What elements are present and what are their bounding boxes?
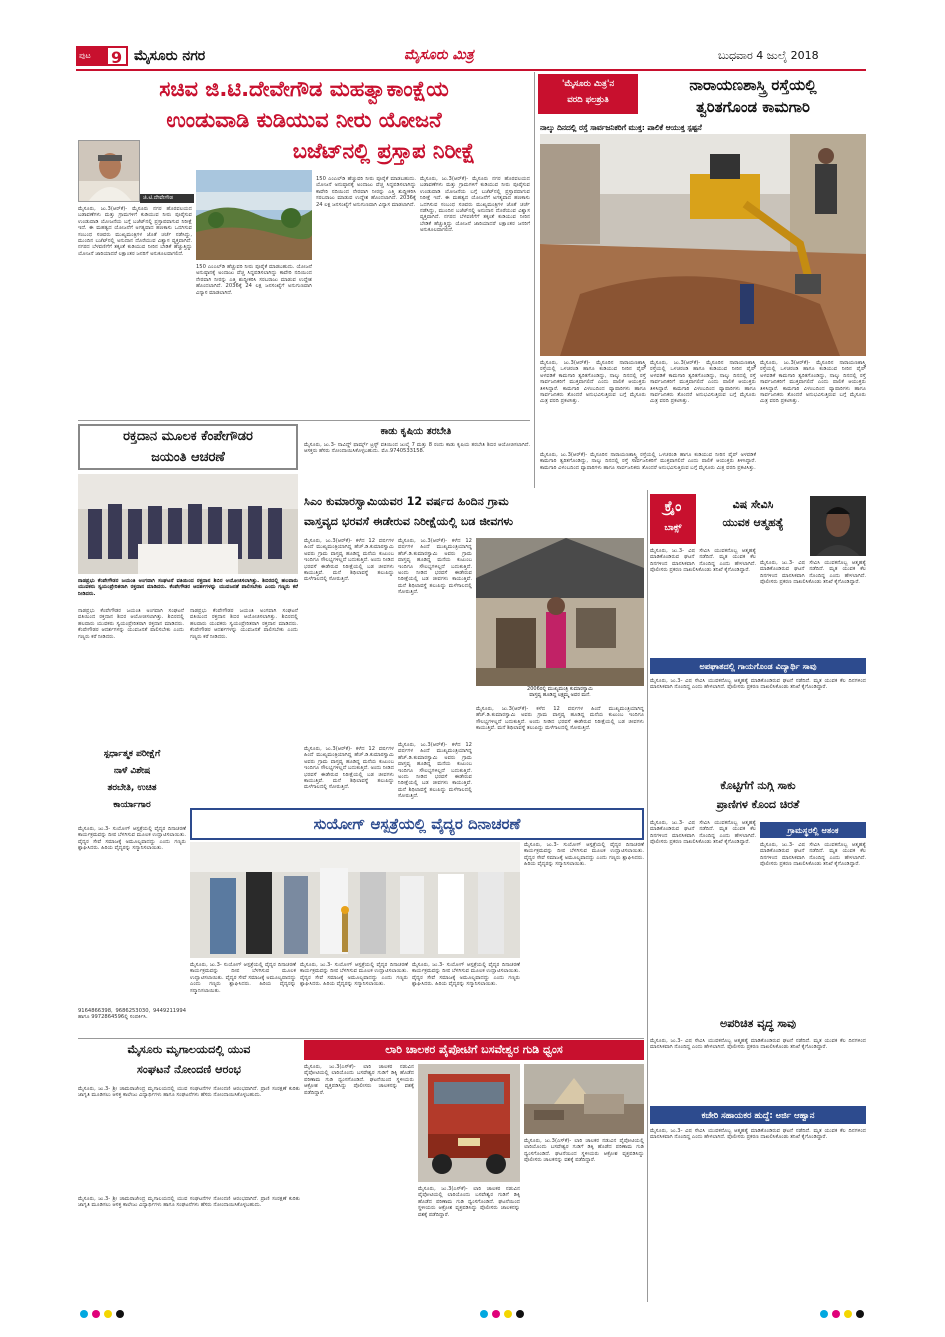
village-photo-caption-line1: 2006ರಲ್ಲಿ ಮುಖ್ಯಮಂತ್ರಿ ಕುಮಾರಸ್ವಾಮಿ	[527, 686, 593, 692]
story1-col3: 150 ಎಂಎಲ್‌ಡಿ ಹೆಚ್ಚುವರಿ ನೀರು ಪೂರೈಕೆ ಮಾಡಬಹುದು. ಯೋಜನೆ ಅನುಷ್ಠಾನಕ್ಕೆ ಅಂದಾಜು ವೆಚ್ಚ ಸಿದ್ಧಪಡಿಸಲಾಗಿದ್ದು ಕಾವೇರಿ ನದಿಯಿಂದ ನೇರವಾಗಿ ನೀರನ್ನು ಎತ್ತಿ ಶುದ್ಧೀಕರಿಸಿ ಸರಬರಾಜು ಮಾಡುವ ಉದ್ದೇಶ ಹೊಂದಲಾಗಿದೆ. 2036ಕ್ಕೆ 24 ಲಕ್ಷ ಜನಸಂಖ್ಯೆಗೆ ಅನುಗುಣವಾಗಿ ವಿನ್ಯಾಸ ಮಾಡಲಾಗಿದೆ.	[316, 176, 416, 208]
story6-headline-line4: ಕಾರ್ಯಾಗಾರ	[113, 800, 151, 810]
story5-col2: ಮೈಸೂರು, ಜು.3(ಆರ್‌ಕೆ)- ಕಳೆದ 12 ವರ್ಷಗಳ ಹಿಂದೆ ಮುಖ್ಯಮಂತ್ರಿಯಾಗಿದ್ದ ಹೆಚ್.ಡಿ.ಕುಮಾರಸ್ವಾಮಿ ಅವರು ಗ್ರಾಮ ವಾಸ್ತವ್ಯ ಹೂಡಿದ್ದ ಮನೆಯ ಕುಟುಂಬ ಇಂದಿಗೂ ಸೌಲಭ್ಯಗಳಿಲ್ಲದೆ ಬದುಕುತ್ತಿದೆ. ಅಂದು ನೀಡಿದ ಭರವಸೆ ಈಡೇರುವ ನಿರೀಕ್ಷೆಯಲ್ಲಿ ಬಡ ಜೀವಗಳು ಕಾಯುತ್ತಿವೆ. ಮನೆ ಶಿಥಿಲಾವಸ್ಥೆ ತಲುಪಿದ್ದು ಮಳೆಗಾಲದಲ್ಲಿ ಸೋರುತ್ತಿದೆ.	[398, 538, 472, 596]
blood-donation-photo	[78, 474, 298, 574]
crime-sub5: ಕಚೇರಿ ಸಹಾಯಕರ ಹುದ್ದೆ: ಅರ್ಜಿ ಆಹ್ವಾನ	[701, 1110, 815, 1120]
story1-headline-line2: ಉಂಡುವಾಡಿ ಕುಡಿಯುವ ನೀರು ಯೋಜನೆ	[166, 108, 442, 132]
reg-dot-yellow-right	[844, 1310, 852, 1318]
story3-col2: ನಾಡಪ್ರಭು ಕೆಂಪೇಗೌಡರ ಜಯಂತಿ ಅಂಗವಾಗಿ ಸಂಘಟನೆ ವತಿಯಿಂದ ರಕ್ತದಾನ ಶಿಬಿರ ಆಯೋಜಿಸಲಾಗಿತ್ತು. ಶಿಬಿರದಲ್ಲಿ ಹಲವಾರು ಯುವಕರು ಸ್ವಯಂಪ್ರೇರಿತರಾಗಿ ರಕ್ತದಾನ ಮಾಡಿದರು. ಕೆಂಪೇಗೌಡರ ಆದರ್ಶಗಳನ್ನು ಯುವಜನತೆ ಪಾಲಿಸಬೇಕು ಎಂದು ಗಣ್ಯರು ಕರೆ ನೀಡಿದರು.	[190, 608, 298, 640]
story8-headline-line1: ಮೈಸೂರು ಮೃಗಾಲಯದಲ್ಲಿ ಯುವ	[127, 1043, 251, 1056]
crime-headline-line2: ಯುವಕ ಆತ್ಮಹತ್ಯೆ	[722, 516, 784, 529]
story4-headline: ಕಾಡು ಕೃಷಿಯ ತರಬೇತಿ	[380, 426, 452, 437]
story7-col2: ಮೈಸೂರು, ಜು.3- ಸುಯೋಗ್ ಆಸ್ಪತ್ರೆಯಲ್ಲಿ ವೈದ್ಯರ ದಿನಾಚರಣೆ ಕಾರ್ಯಕ್ರಮವನ್ನು ದೀಪ ಬೆಳಗಿಸುವ ಮೂಲಕ ಉದ್ಘಾಟಿಸಲಾಯಿತು. ವೈದ್ಯರ ಸೇವೆ ಸಮಾಜಕ್ಕೆ ಅಮೂಲ್ಯವಾದದ್ದು ಎಂದು ಗಣ್ಯರು ಶ್ಲಾಘಿಸಿದರು. ಹಿರಿಯ ವೈದ್ಯರನ್ನು ಸನ್ಮಾನಿಸಲಾಯಿತು.	[300, 962, 408, 988]
vertical-rule-right	[647, 490, 648, 1302]
story5-col3: ಮೈಸೂರು, ಜು.3(ಆರ್‌ಕೆ)- ಕಳೆದ 12 ವರ್ಷಗಳ ಹಿಂದೆ ಮುಖ್ಯಮಂತ್ರಿಯಾಗಿದ್ದ ಹೆಚ್.ಡಿ.ಕುಮಾರಸ್ವಾಮಿ ಅವರು ಗ್ರಾಮ ವಾಸ್ತವ್ಯ ಹೂಡಿದ್ದ ಮನೆಯ ಕುಟುಂಬ ಇಂದಿಗೂ ಸೌಲಭ್ಯಗಳಿಲ್ಲದೆ ಬದುಕುತ್ತಿದೆ. ಅಂದು ನೀಡಿದ ಭರವಸೆ ಈಡೇರುವ ನಿರೀಕ್ಷೆಯಲ್ಲಿ ಬಡ ಜೀವಗಳು ಕಾಯುತ್ತಿವೆ. ಮನೆ ಶಿಥಿಲಾವಸ್ಥೆ ತಲುಪಿದ್ದು ಮಳೆಗಾಲದಲ್ಲಿ ಸೋರುತ್ತಿದೆ.	[476, 706, 644, 732]
crime-body1b: ಮೈಸೂರು, ಜು.3- ವಿಷ ಸೇವಿಸಿ ಯುವಕನೊಬ್ಬ ಆತ್ಮಹತ್ಯೆ ಮಾಡಿಕೊಂಡಿರುವ ಘಟನೆ ನಡೆದಿದೆ. ಮೃತ ಯುವಕ ಕೆಲ ದಿನಗಳಿಂದ ಮಾನಸಿಕವಾಗಿ ನೊಂದಿದ್ದ ಎಂದು ಹೇಳಲಾಗಿದೆ. ಪೊಲೀಸರು ಪ್ರಕರಣ ದಾಖಲಿಸಿಕೊಂಡು ತನಿಖೆ ಕೈಗೊಂಡಿದ್ದಾರೆ.	[760, 560, 866, 586]
story1-col2: 150 ಎಂಎಲ್‌ಡಿ ಹೆಚ್ಚುವರಿ ನೀರು ಪೂರೈಕೆ ಮಾಡಬಹುದು. ಯೋಜನೆ ಅನುಷ್ಠಾನಕ್ಕೆ ಅಂದಾಜು ವೆಚ್ಚ ಸಿದ್ಧಪಡಿಸಲಾಗಿದ್ದು ಕಾವೇರಿ ನದಿಯಿಂದ ನೇರವಾಗಿ ನೀರನ್ನು ಎತ್ತಿ ಶುದ್ಧೀಕರಿಸಿ ಸರಬರಾಜು ಮಾಡುವ ಉದ್ದೇಶ ಹೊಂದಲಾಗಿದೆ. 2036ಕ್ಕೆ 24 ಲಕ್ಷ ಜನಸಂಖ್ಯೆಗೆ ಅನುಗುಣವಾಗಿ ವಿನ್ಯಾಸ ಮಾಡಲಾಗಿದೆ.	[196, 264, 312, 296]
reg-dot-black-left	[116, 1310, 124, 1318]
story5-headline-line1: ಸಿಎಂ ಕುಮಾರಸ್ವಾಮಿಯವರ 12 ವರ್ಷದ ಹಿಂದಿನ ಗ್ರಾಮ	[304, 495, 509, 508]
crime-headline	[700, 496, 806, 536]
crime-badge-line1: ಕ್ರೈಂ	[664, 499, 682, 515]
story2-kicker-line1: 'ಮೈಸೂರು ಮಿತ್ರ'ನ	[561, 79, 615, 89]
story2-kicker-box	[538, 74, 638, 114]
story2-col3: ಮೈಸೂರು, ಜು.3(ಆರ್‌ಕೆ)- ಮೈಸೂರಿನ ನಾರಾಯಣಶಾಸ್ತ್ರಿ ರಸ್ತೆಯಲ್ಲಿ ಒಳಚರಂಡಿ ಹಾಗೂ ಕುಡಿಯುವ ನೀರಿನ ಪೈಪ್ ಅಳವಡಿಕೆ ಕಾಮಗಾರಿ ತ್ವರಿತಗೊಂಡಿದ್ದು, ನಾಲ್ಕು ದಿನದಲ್ಲಿ ರಸ್ತೆ ಸಾರ್ವಜನಿಕರಿಗೆ ಮುಕ್ತವಾಗಲಿದೆ ಎಂದು ಪಾಲಿಕೆ ಆಯುಕ್ತರು ತಿಳಿಸಿದ್ದಾರೆ. ಕಾಮಗಾರಿ ವಿಳಂಬದಿಂದ ವ್ಯಾಪಾರಿಗಳು ಹಾಗೂ ಸಾರ್ವಜನಿಕರು ತೊಂದರೆ ಅನುಭವಿಸುತ್ತಿರುವ ಬಗ್ಗೆ ಮೈಸೂರು ಮಿತ್ರ ವರದಿ ಪ್ರಕಟಿಸಿತ್ತು.	[760, 360, 866, 405]
story8-body1: ಮೈಸೂರು, ಜು.3- ಶ್ರೀ ಚಾಮರಾಜೇಂದ್ರ ಮೃಗಾಲಯದಲ್ಲಿ ಯುವ ಸಂಘಟನೆಗಳ ನೋಂದಣಿ ಆರಂಭವಾಗಿದೆ. ಪ್ರಾಣಿ ಸಂರಕ್ಷಣೆ ಕುರಿತು ಜಾಗೃತಿ ಮೂಡಿಸಲು ಆಸಕ್ತ ಕಾಲೇಜು ವಿದ್ಯಾರ್ಥಿಗಳು ಹಾಗೂ ಸಂಘಟನೆಗಳು ಹೆಸರು ನೋಂದಾಯಿಸಿಕೊಳ್ಳಬಹುದು.	[78, 1086, 300, 1099]
lorry-photo	[418, 1064, 520, 1182]
portrait-caption-box	[140, 194, 194, 203]
story5-headline-line2: ವಾಸ್ತವ್ಯದ ಭರವಸೆ ಈಡೇರುವ ನಿರೀಕ್ಷೆಯಲ್ಲಿ ಬಡ ಜೀವಗಳು	[304, 515, 514, 528]
crime-badge	[650, 494, 696, 544]
story7-col3: ಮೈಸೂರು, ಜು.3- ಸುಯೋಗ್ ಆಸ್ಪತ್ರೆಯಲ್ಲಿ ವೈದ್ಯರ ದಿನಾಚರಣೆ ಕಾರ್ಯಕ್ರಮವನ್ನು ದೀಪ ಬೆಳಗಿಸುವ ಮೂಲಕ ಉದ್ಘಾಟಿಸಲಾಯಿತು. ವೈದ್ಯರ ಸೇವೆ ಸಮಾಜಕ್ಕೆ ಅಮೂಲ್ಯವಾದದ್ದು ಎಂದು ಗಣ್ಯರು ಶ್ಲಾಘಿಸಿದರು. ಹಿರಿಯ ವೈದ್ಯರನ್ನು ಸನ್ಮಾನಿಸಲಾಯಿತು.	[412, 962, 520, 988]
crime-sub2-line1: ಕೊಟ್ಟಿಗೆಗೆ ನುಗ್ಗಿ ಸಾಕು	[720, 779, 796, 792]
village-photo-caption	[478, 686, 642, 702]
crime-sub1: ಅಪಘಾತದಲ್ಲಿ ಗಾಯಗೊಂಡ ವಿದ್ಯಾರ್ಥಿ ಸಾವು	[699, 661, 817, 671]
story6-headline-line3: ತರಬೇತಿ, ಉಚಿತ	[107, 783, 157, 793]
crime-body2: ಮೈಸೂರು, ಜು.3- ವಿಷ ಸೇವಿಸಿ ಯುವಕನೊಬ್ಬ ಆತ್ಮಹತ್ಯೆ ಮಾಡಿಕೊಂಡಿರುವ ಘಟನೆ ನಡೆದಿದೆ. ಮೃತ ಯುವಕ ಕೆಲ ದಿನಗಳಿಂದ ಮಾನಸಿಕವಾಗಿ ನೊಂದಿದ್ದ ಎಂದು ಹೇಳಲಾಗಿದೆ. ಪೊಲೀಸರು ಪ್ರಕರಣ ದಾಖಲಿಸಿಕೊಂಡು ತನಿಖೆ ಕೈಗೊಂಡಿದ್ದಾರೆ.	[650, 678, 866, 691]
story9-headline-box	[304, 1040, 644, 1060]
story2-subhead: ನಾಲ್ಕು ದಿನದಲ್ಲಿ ರಸ್ತೆ ಸಾರ್ವಜನಿಕರಿಗೆ ಮುಕ್ತ: ಪಾಲಿಕೆ ಆಯುಕ್ತ ಸ್ಪಷ್ಟನೆ	[540, 123, 702, 132]
page-number: 9	[111, 48, 123, 67]
crime-sub2	[650, 776, 866, 816]
story6-contacts: 9164866398, 9686253030, 9449211994 ಹಾಗೂ 9972864596ಲ್ಲಿ ಸಂಪರ್ಕಿಸಿ.	[78, 1008, 186, 1021]
reg-dot-yellow-left	[104, 1310, 112, 1318]
crime-sub5-box	[650, 1106, 866, 1124]
story7-col4: ಮೈಸೂರು, ಜು.3- ಸುಯೋಗ್ ಆಸ್ಪತ್ರೆಯಲ್ಲಿ ವೈದ್ಯರ ದಿನಾಚರಣೆ ಕಾರ್ಯಕ್ರಮವನ್ನು ದೀಪ ಬೆಳಗಿಸುವ ಮೂಲಕ ಉದ್ಘಾಟಿಸಲಾಯಿತು. ವೈದ್ಯರ ಸೇವೆ ಸಮಾಜಕ್ಕೆ ಅಮೂಲ್ಯವಾದದ್ದು ಎಂದು ಗಣ್ಯರು ಶ್ಲಾಘಿಸಿದರು. ಹಿರಿಯ ವೈದ್ಯರನ್ನು ಸನ್ಮಾನಿಸಲಾಯಿತು.	[524, 842, 644, 868]
story2-kicker-line2: ವರದಿ ಫಲಶ್ರುತಿ	[567, 95, 609, 105]
portrait-photo	[78, 140, 140, 202]
crime-body1: ಮೈಸೂರು, ಜು.3- ವಿಷ ಸೇವಿಸಿ ಯುವಕನೊಬ್ಬ ಆತ್ಮಹತ್ಯೆ ಮಾಡಿಕೊಂಡಿರುವ ಘಟನೆ ನಡೆದಿದೆ. ಮೃತ ಯುವಕ ಕೆಲ ದಿನಗಳಿಂದ ಮಾನಸಿಕವಾಗಿ ನೊಂದಿದ್ದ ಎಂದು ಹೇಳಲಾಗಿದೆ. ಪೊಲೀಸರು ಪ್ರಕರಣ ದಾಖಲಿಸಿಕೊಂಡು ತನಿಖೆ ಕೈಗೊಂಡಿದ್ದಾರೆ.	[650, 548, 756, 574]
crime-headline-line1: ವಿಷ ಸೇವಿಸಿ	[732, 498, 774, 511]
story2-headline-line2: ತ್ವರಿತಗೊಂಡ ಕಾಮಗಾರಿ	[696, 98, 810, 116]
registration-marks	[80, 1310, 860, 1320]
crime-sub3-box	[760, 822, 866, 838]
reg-dot-cyan-mid	[480, 1310, 488, 1318]
story4-body: ಮೈಸೂರು, ಜು.3- ನಾವಿದ್ದ್ ಫಾರ್ಮ್ಸ್ ಟ್ರಸ್ಟ್ ವತಿಯಿಂದ ಜುಲೈ 7 ಮತ್ತು 8 ರಂದು ಕಾಡು ಕೃಷಿಯ ತರಬೇತಿ ಶಿಬಿರ ಆಯೋಜಿಸಲಾಗಿದೆ. ಆಸಕ್ತರು ಹೆಸರು ನೋಂದಾಯಿಸಿಕೊಳ್ಳಬಹುದು. ಮೊ.9740533158.	[304, 442, 530, 455]
story9-col3: ಮೈಸೂರು, ಜು.3(ಎಸ್‌ಕೆ)- ಲಾರಿ ಚಾಲಕರ ನಡುವಿನ ಪೈಪೋಟಿಯಲ್ಲಿ ಲಾರಿಯೊಂದು ಬಸವೇಶ್ವರ ಗುಡಿಗೆ ಡಿಕ್ಕಿ ಹೊಡೆದ ಪರಿಣಾಮ ಗುಡಿ ಧ್ವಂಸಗೊಂಡಿದೆ. ಘಟನೆಯಿಂದ ಸ್ಥಳೀಯರು ಆಕ್ರೋಶ ವ್ಯಕ್ತಪಡಿಸಿದ್ದು ಪೊಲೀಸರು ಚಾಲಕನನ್ನು ವಶಕ್ಕೆ ಪಡೆದಿದ್ದಾರೆ.	[524, 1138, 644, 1164]
date: ಬುಧವಾರ 4 ಜುಲೈ 2018	[718, 49, 819, 62]
story3-caption: ನಾಡಪ್ರಭು ಕೆಂಪೇಗೌಡರ ಜಯಂತಿ ಅಂಗವಾಗಿ ಸಂಘಟನೆ ವತಿಯಿಂದ ರಕ್ತದಾನ ಶಿಬಿರ ಆಯೋಜಿಸಲಾಗಿತ್ತು. ಶಿಬಿರದಲ್ಲಿ ಹಲವಾರು ಯುವಕರು ಸ್ವಯಂಪ್ರೇರಿತರಾಗಿ ರಕ್ತದಾನ ಮಾಡಿದರು. ಕೆಂಪೇಗೌಡರ ಆದರ್ಶಗಳನ್ನು ಯುವಜನತೆ ಪಾಲಿಸಬೇಕು ಎಂದು ಗಣ್ಯರು ಕರೆ ನೀಡಿದರು.	[78, 578, 298, 597]
story6-headline-line1: ಸ್ಪರ್ಧಾತ್ಮಕ ಪರೀಕ್ಷೆಗೆ	[103, 749, 161, 759]
story5-col1b: ಮೈಸೂರು, ಜು.3(ಆರ್‌ಕೆ)- ಕಳೆದ 12 ವರ್ಷಗಳ ಹಿಂದೆ ಮುಖ್ಯಮಂತ್ರಿಯಾಗಿದ್ದ ಹೆಚ್.ಡಿ.ಕುಮಾರಸ್ವಾಮಿ ಅವರು ಗ್ರಾಮ ವಾಸ್ತವ್ಯ ಹೂಡಿದ್ದ ಮನೆಯ ಕುಟುಂಬ ಇಂದಿಗೂ ಸೌಲಭ್ಯಗಳಿಲ್ಲದೆ ಬದುಕುತ್ತಿದೆ. ಅಂದು ನೀಡಿದ ಭರವಸೆ ಈಡೇರುವ ನಿರೀಕ್ಷೆಯಲ್ಲಿ ಬಡ ಜೀವಗಳು ಕಾಯುತ್ತಿವೆ. ಮನೆ ಶಿಥಿಲಾವಸ್ಥೆ ತಲುಪಿದ್ದು ಮಳೆಗಾಲದಲ್ಲಿ ಸೋರುತ್ತಿದೆ.	[304, 746, 394, 791]
crime-body3b: ಮೈಸೂರು, ಜು.3- ವಿಷ ಸೇವಿಸಿ ಯುವಕನೊಬ್ಬ ಆತ್ಮಹತ್ಯೆ ಮಾಡಿಕೊಂಡಿರುವ ಘಟನೆ ನಡೆದಿದೆ. ಮೃತ ಯುವಕ ಕೆಲ ದಿನಗಳಿಂದ ಮಾನಸಿಕವಾಗಿ ನೊಂದಿದ್ದ ಎಂದು ಹೇಳಲಾಗಿದೆ. ಪೊಲೀಸರು ಪ್ರಕರಣ ದಾಖಲಿಸಿಕೊಂಡು ತನಿಖೆ ಕೈಗೊಂಡಿದ್ದಾರೆ.	[760, 842, 866, 868]
story5-headline	[304, 492, 644, 534]
story1-col4: ಮೈಸೂರು, ಜು.3(ಆರ್‌ಕೆ)- ಮೈಸೂರು ನಗರ ಹೊರವಲಯದ ಬಡಾವಣೆಗಳು ಮತ್ತು ಗ್ರಾಮಗಳಿಗೆ ಕುಡಿಯುವ ನೀರು ಪೂರೈಸುವ ಉಂಡುವಾಡಿ ಯೋಜನೆಯ ಬಗ್ಗೆ ಬಜೆಟ್‌ನಲ್ಲಿ ಪ್ರಸ್ತಾಪವಾಗುವ ನಿರೀಕ್ಷೆ ಇದೆ. ಈ ಮಹತ್ವದ ಯೋಜನೆಗೆ ಅಗತ್ಯವಾದ ಹಣಕಾಸು ಒದಗಿಸುವ ಸಂಬಂಧ ಸಚಿವರು ಮುಖ್ಯಮಂತ್ರಿಗಳ ಜೊತೆ ಚರ್ಚೆ ನಡೆಸಿದ್ದು, ಮುಂದಿನ ಬಜೆಟ್‌ನಲ್ಲಿ ಅನುದಾನ ದೊರೆಯುವ ವಿಶ್ವಾಸ ವ್ಯಕ್ತವಾಗಿದೆ. ನಗರದ ಬೆಳವಣಿಗೆಗೆ ತಕ್ಕಂತೆ ಕುಡಿಯುವ ನೀರಿನ ಬೇಡಿಕೆ ಹೆಚ್ಚುತ್ತಿದ್ದು ಯೋಜನೆ ಜಾರಿಯಾದರೆ ಲಕ್ಷಾಂತರ ಜನರಿಗೆ ಅನುಕೂಲವಾಗಲಿದೆ.	[420, 176, 530, 234]
page-label: ಪುಟ	[79, 51, 91, 60]
story1-col1: ಮೈಸೂರು, ಜು.3(ಆರ್‌ಕೆ)- ಮೈಸೂರು ನಗರ ಹೊರವಲಯದ ಬಡಾವಣೆಗಳು ಮತ್ತು ಗ್ರಾಮಗಳಿಗೆ ಕುಡಿಯುವ ನೀರು ಪೂರೈಸುವ ಉಂಡುವಾಡಿ ಯೋಜನೆಯ ಬಗ್ಗೆ ಬಜೆಟ್‌ನಲ್ಲಿ ಪ್ರಸ್ತಾಪವಾಗುವ ನಿರೀಕ್ಷೆ ಇದೆ. ಈ ಮಹತ್ವದ ಯೋಜನೆಗೆ ಅಗತ್ಯವಾದ ಹಣಕಾಸು ಒದಗಿಸುವ ಸಂಬಂಧ ಸಚಿವರು ಮುಖ್ಯಮಂತ್ರಿಗಳ ಜೊತೆ ಚರ್ಚೆ ನಡೆಸಿದ್ದು, ಮುಂದಿನ ಬಜೆಟ್‌ನಲ್ಲಿ ಅನುದಾನ ದೊರೆಯುವ ವಿಶ್ವಾಸ ವ್ಯಕ್ತವಾಗಿದೆ. ನಗರದ ಬೆಳವಣಿಗೆಗೆ ತಕ್ಕಂತೆ ಕುಡಿಯುವ ನೀರಿನ ಬೇಡಿಕೆ ಹೆಚ್ಚುತ್ತಿದ್ದು ಯೋಜನೆ ಜಾರಿಯಾದರೆ ಲಕ್ಷಾಂತರ ಜನರಿಗೆ ಅನುಕೂಲವಾಗಲಿದೆ.	[78, 206, 192, 257]
story9-col2: ಮೈಸೂರು, ಜು.3(ಎಸ್‌ಕೆ)- ಲಾರಿ ಚಾಲಕರ ನಡುವಿನ ಪೈಪೋಟಿಯಲ್ಲಿ ಲಾರಿಯೊಂದು ಬಸವೇಶ್ವರ ಗುಡಿಗೆ ಡಿಕ್ಕಿ ಹೊಡೆದ ಪರಿಣಾಮ ಗುಡಿ ಧ್ವಂಸಗೊಂಡಿದೆ. ಘಟನೆಯಿಂದ ಸ್ಥಳೀಯರು ಆಕ್ರೋಶ ವ್ಯಕ್ತಪಡಿಸಿದ್ದು ಪೊಲೀಸರು ಚಾಲಕನನ್ನು ವಶಕ್ಕೆ ಪಡೆದಿದ್ದಾರೆ.	[418, 1186, 520, 1218]
reg-dot-black-right	[856, 1310, 864, 1318]
page-label-box	[76, 46, 106, 66]
story8-headline-line2: ಸಂಘಟನೆ ನೋಂದಣಿ ಆರಂಭ	[136, 1063, 242, 1076]
story3-headline-line1: ರಕ್ತದಾನ ಮೂಲಕ ಕೆಂಪೇಗೌಡರ	[123, 429, 253, 444]
reg-dot-cyan-left	[80, 1310, 88, 1318]
story7-headline: ಸುಯೋಗ್ ಆಸ್ಪತ್ರೆಯಲ್ಲಿ ವೈದ್ಯರ ದಿನಾಚರಣೆ	[313, 815, 521, 833]
story2-col1: ಮೈಸೂರು, ಜು.3(ಆರ್‌ಕೆ)- ಮೈಸೂರಿನ ನಾರಾಯಣಶಾಸ್ತ್ರಿ ರಸ್ತೆಯಲ್ಲಿ ಒಳಚರಂಡಿ ಹಾಗೂ ಕುಡಿಯುವ ನೀರಿನ ಪೈಪ್ ಅಳವಡಿಕೆ ಕಾಮಗಾರಿ ತ್ವರಿತಗೊಂಡಿದ್ದು, ನಾಲ್ಕು ದಿನದಲ್ಲಿ ರಸ್ತೆ ಸಾರ್ವಜನಿಕರಿಗೆ ಮುಕ್ತವಾಗಲಿದೆ ಎಂದು ಪಾಲಿಕೆ ಆಯುಕ್ತರು ತಿಳಿಸಿದ್ದಾರೆ. ಕಾಮಗಾರಿ ವಿಳಂಬದಿಂದ ವ್ಯಾಪಾರಿಗಳು ಹಾಗೂ ಸಾರ್ವಜನಿಕರು ತೊಂದರೆ ಅನುಭವಿಸುತ್ತಿರುವ ಬಗ್ಗೆ ಮೈಸೂರು ಮಿತ್ರ ವರದಿ ಪ್ರಕಟಿಸಿತ್ತು.	[540, 360, 646, 405]
story8-body2: ಮೈಸೂರು, ಜು.3- ಶ್ರೀ ಚಾಮರಾಜೇಂದ್ರ ಮೃಗಾಲಯದಲ್ಲಿ ಯುವ ಸಂಘಟನೆಗಳ ನೋಂದಣಿ ಆರಂಭವಾಗಿದೆ. ಪ್ರಾಣಿ ಸಂರಕ್ಷಣೆ ಕುರಿತು ಜಾಗೃತಿ ಮೂಡಿಸಲು ಆಸಕ್ತ ಕಾಲೇಜು ವಿದ್ಯಾರ್ಥಿಗಳು ಹಾಗೂ ಸಂಘಟನೆಗಳು ಹೆಸರು ನೋಂದಾಯಿಸಿಕೊಳ್ಳಬಹುದು.	[78, 1196, 300, 1209]
story8-headline	[78, 1040, 300, 1082]
reg-dot-magenta-left	[92, 1310, 100, 1318]
story2-col1b: ಮೈಸೂರು, ಜು.3(ಆರ್‌ಕೆ)- ಮೈಸೂರಿನ ನಾರಾಯಣಶಾಸ್ತ್ರಿ ರಸ್ತೆಯಲ್ಲಿ ಒಳಚರಂಡಿ ಹಾಗೂ ಕುಡಿಯುವ ನೀರಿನ ಪೈಪ್ ಅಳವಡಿಕೆ ಕಾಮಗಾರಿ ತ್ವರಿತಗೊಂಡಿದ್ದು, ನಾಲ್ಕು ದಿನದಲ್ಲಿ ರಸ್ತೆ ಸಾರ್ವಜನಿಕರಿಗೆ ಮುಕ್ತವಾಗಲಿದೆ ಎಂದು ಪಾಲಿಕೆ ಆಯುಕ್ತರು ತಿಳಿಸಿದ್ದಾರೆ. ಕಾಮಗಾರಿ ವಿಳಂಬದಿಂದ ವ್ಯಾಪಾರಿಗಳು ಹಾಗೂ ಸಾರ್ವಜನಿಕರು ತೊಂದರೆ ಅನುಭವಿಸುತ್ತಿರುವ ಬಗ್ಗೆ ಮೈಸೂರು ಮಿತ್ರ ವರದಿ ಪ್ರಕಟಿಸಿತ್ತು.	[540, 452, 756, 471]
story3-col1: ನಾಡಪ್ರಭು ಕೆಂಪೇಗೌಡರ ಜಯಂತಿ ಅಂಗವಾಗಿ ಸಂಘಟನೆ ವತಿಯಿಂದ ರಕ್ತದಾನ ಶಿಬಿರ ಆಯೋಜಿಸಲಾಗಿತ್ತು. ಶಿಬಿರದಲ್ಲಿ ಹಲವಾರು ಯುವಕರು ಸ್ವಯಂಪ್ರೇರಿತರಾಗಿ ರಕ್ತದಾನ ಮಾಡಿದರು. ಕೆಂಪೇಗೌಡರ ಆದರ್ಶಗಳನ್ನು ಯುವಜನತೆ ಪಾಲಿಸಬೇಕು ಎಂದು ಗಣ್ಯರು ಕರೆ ನೀಡಿದರು.	[78, 608, 184, 640]
story3-headline-box	[78, 424, 298, 470]
masthead: ಮೈಸೂರು ಮಿತ್ರ	[404, 47, 474, 63]
story2-headline	[640, 74, 866, 118]
story5-col2b: ಮೈಸೂರು, ಜು.3(ಆರ್‌ಕೆ)- ಕಳೆದ 12 ವರ್ಷಗಳ ಹಿಂದೆ ಮುಖ್ಯಮಂತ್ರಿಯಾಗಿದ್ದ ಹೆಚ್.ಡಿ.ಕುಮಾರಸ್ವಾಮಿ ಅವರು ಗ್ರಾಮ ವಾಸ್ತವ್ಯ ಹೂಡಿದ್ದ ಮನೆಯ ಕುಟುಂಬ ಇಂದಿಗೂ ಸೌಲಭ್ಯಗಳಿಲ್ಲದೆ ಬದುಕುತ್ತಿದೆ. ಅಂದು ನೀಡಿದ ಭರವಸೆ ಈಡೇರುವ ನಿರೀಕ್ಷೆಯಲ್ಲಿ ಬಡ ಜೀವಗಳು ಕಾಯುತ್ತಿವೆ. ಮನೆ ಶಿಥಿಲಾವಸ್ಥೆ ತಲುಪಿದ್ದು ಮಳೆಗಾಲದಲ್ಲಿ ಸೋರುತ್ತಿದೆ.	[398, 742, 472, 800]
crime-body3: ಮೈಸೂರು, ಜು.3- ವಿಷ ಸೇವಿಸಿ ಯುವಕನೊಬ್ಬ ಆತ್ಮಹತ್ಯೆ ಮಾಡಿಕೊಂಡಿರುವ ಘಟನೆ ನಡೆದಿದೆ. ಮೃತ ಯುವಕ ಕೆಲ ದಿನಗಳಿಂದ ಮಾನಸಿಕವಾಗಿ ನೊಂದಿದ್ದ ಎಂದು ಹೇಳಲಾಗಿದೆ. ಪೊಲೀಸರು ಪ್ರಕರಣ ದಾಖಲಿಸಿಕೊಂಡು ತನಿಖೆ ಕೈಗೊಂಡಿದ್ದಾರೆ.	[650, 820, 756, 846]
village-house-photo	[476, 538, 644, 686]
story5-col1: ಮೈಸೂರು, ಜು.3(ಆರ್‌ಕೆ)- ಕಳೆದ 12 ವರ್ಷಗಳ ಹಿಂದೆ ಮುಖ್ಯಮಂತ್ರಿಯಾಗಿದ್ದ ಹೆಚ್.ಡಿ.ಕುಮಾರಸ್ವಾಮಿ ಅವರು ಗ್ರಾಮ ವಾಸ್ತವ್ಯ ಹೂಡಿದ್ದ ಮನೆಯ ಕುಟುಂಬ ಇಂದಿಗೂ ಸೌಲಭ್ಯಗಳಿಲ್ಲದೆ ಬದುಕುತ್ತಿದೆ. ಅಂದು ನೀಡಿದ ಭರವಸೆ ಈಡೇರುವ ನಿರೀಕ್ಷೆಯಲ್ಲಿ ಬಡ ಜೀವಗಳು ಕಾಯುತ್ತಿವೆ. ಮನೆ ಶಿಥಿಲಾವಸ್ಥೆ ತಲುಪಿದ್ದು ಮಳೆಗಾಲದಲ್ಲಿ ಸೋರುತ್ತಿದೆ.	[304, 538, 394, 583]
story9-col1: ಮೈಸೂರು, ಜು.3(ಎಸ್‌ಕೆ)- ಲಾರಿ ಚಾಲಕರ ನಡುವಿನ ಪೈಪೋಟಿಯಲ್ಲಿ ಲಾರಿಯೊಂದು ಬಸವೇಶ್ವರ ಗುಡಿಗೆ ಡಿಕ್ಕಿ ಹೊಡೆದ ಪರಿಣಾಮ ಗುಡಿ ಧ್ವಂಸಗೊಂಡಿದೆ. ಘಟನೆಯಿಂದ ಸ್ಥಳೀಯರು ಆಕ್ರೋಶ ವ್ಯಕ್ತಪಡಿಸಿದ್ದು ಪೊಲೀಸರು ಚಾಲಕನನ್ನು ವಶಕ್ಕೆ ಪಡೆದಿದ್ದಾರೆ.	[304, 1064, 414, 1096]
reg-dot-yellow-mid	[504, 1310, 512, 1318]
reg-dot-magenta-mid	[492, 1310, 500, 1318]
story2-headline-line1: ನಾರಾಯಣಶಾಸ್ತ್ರಿ ರಸ್ತೆಯಲ್ಲಿ	[689, 76, 817, 94]
road-works-photo	[540, 134, 866, 356]
story2-col2: ಮೈಸೂರು, ಜು.3(ಆರ್‌ಕೆ)- ಮೈಸೂರಿನ ನಾರಾಯಣಶಾಸ್ತ್ರಿ ರಸ್ತೆಯಲ್ಲಿ ಒಳಚರಂಡಿ ಹಾಗೂ ಕುಡಿಯುವ ನೀರಿನ ಪೈಪ್ ಅಳವಡಿಕೆ ಕಾಮಗಾರಿ ತ್ವರಿತಗೊಂಡಿದ್ದು, ನಾಲ್ಕು ದಿನದಲ್ಲಿ ರಸ್ತೆ ಸಾರ್ವಜನಿಕರಿಗೆ ಮುಕ್ತವಾಗಲಿದೆ ಎಂದು ಪಾಲಿಕೆ ಆಯುಕ್ತರು ತಿಳಿಸಿದ್ದಾರೆ. ಕಾಮಗಾರಿ ವಿಳಂಬದಿಂದ ವ್ಯಾಪಾರಿಗಳು ಹಾಗೂ ಸಾರ್ವಜನಿಕರು ತೊಂದರೆ ಅನುಭವಿಸುತ್ತಿರುವ ಬಗ್ಗೆ ಮೈಸೂರು ಮಿತ್ರ ವರದಿ ಪ್ರಕಟಿಸಿತ್ತು.	[650, 360, 756, 405]
story7-headline-box	[190, 808, 644, 840]
page-header	[76, 46, 866, 68]
crime-sub2-line2: ಪ್ರಾಣಿಗಳ ಕೊಂದ ಚಿರತೆ	[716, 798, 800, 811]
crime-body4: ಮೈಸೂರು, ಜು.3- ವಿಷ ಸೇವಿಸಿ ಯುವಕನೊಬ್ಬ ಆತ್ಮಹತ್ಯೆ ಮಾಡಿಕೊಂಡಿರುವ ಘಟನೆ ನಡೆದಿದೆ. ಮೃತ ಯುವಕ ಕೆಲ ದಿನಗಳಿಂದ ಮಾನಸಿಕವಾಗಿ ನೊಂದಿದ್ದ ಎಂದು ಹೇಳಲಾಗಿದೆ. ಪೊಲೀಸರು ಪ್ರಕರಣ ದಾಖಲಿಸಿಕೊಂಡು ತನಿಖೆ ಕೈಗೊಂಡಿದ್ದಾರೆ.	[650, 1038, 866, 1051]
village-photo-caption-line2: ವಾಸ್ತವ್ಯ ಹೂಡಿದ್ದ ಲಕ್ಷ್ಮಮ್ಮ ಅವರ ಮನೆ.	[529, 692, 591, 699]
crime-sub4: ಅಪರಿಚಿತ ವೃದ್ಧ ಸಾವು	[719, 1017, 797, 1030]
header-rule	[76, 69, 866, 71]
page-number-box	[106, 46, 128, 66]
crime-badge-line2: ಬಾಕ್ಸ್	[664, 523, 682, 533]
crime-body5: ಮೈಸೂರು, ಜು.3- ವಿಷ ಸೇವಿಸಿ ಯುವಕನೊಬ್ಬ ಆತ್ಮಹತ್ಯೆ ಮಾಡಿಕೊಂಡಿರುವ ಘಟನೆ ನಡೆದಿದೆ. ಮೃತ ಯುವಕ ಕೆಲ ದಿನಗಳಿಂದ ಮಾನಸಿಕವಾಗಿ ನೊಂದಿದ್ದ ಎಂದು ಹೇಳಲಾಗಿದೆ. ಪೊಲೀಸರು ಪ್ರಕರಣ ದಾಖಲಿಸಿಕೊಂಡು ತನಿಖೆ ಕೈಗೊಂಡಿದ್ದಾರೆ.	[650, 1128, 866, 1141]
rule-above-bottom-stories	[78, 1038, 644, 1039]
crime-sub1-box	[650, 658, 866, 674]
youth-portrait	[810, 496, 866, 556]
story7-col1: ಮೈಸೂರು, ಜು.3- ಸುಯೋಗ್ ಆಸ್ಪತ್ರೆಯಲ್ಲಿ ವೈದ್ಯರ ದಿನಾಚರಣೆ ಕಾರ್ಯಕ್ರಮವನ್ನು ದೀಪ ಬೆಳಗಿಸುವ ಮೂಲಕ ಉದ್ಘಾಟಿಸಲಾಯಿತು. ವೈದ್ಯರ ಸೇವೆ ಸಮಾಜಕ್ಕೆ ಅಮೂಲ್ಯವಾದದ್ದು ಎಂದು ಗಣ್ಯರು ಶ್ಲಾಘಿಸಿದರು. ಹಿರಿಯ ವೈದ್ಯರನ್ನು ಸನ್ಮಾನಿಸಲಾಯಿತು.	[190, 962, 296, 994]
rule-below-story1	[78, 420, 530, 421]
damaged-temple-photo	[524, 1064, 644, 1134]
vertical-rule-main	[534, 72, 535, 488]
portrait-caption: ಜಿ.ಟಿ.ದೇವೇಗೌಡ	[143, 195, 174, 201]
story9-headline: ಲಾರಿ ಚಾಲಕರ ಪೈಪೋಟಿಗೆ ಬಸವೇಶ್ವರ ಗುಡಿ ಧ್ವಂಸ	[385, 1043, 563, 1056]
section-name: ಮೈಸೂರು ನಗರ	[134, 48, 206, 64]
reg-dot-black-mid	[516, 1310, 524, 1318]
reg-dot-cyan-right	[820, 1310, 828, 1318]
lamp-lighting-photo	[190, 842, 520, 958]
landscape-photo	[196, 170, 312, 260]
story6-headline	[78, 746, 186, 822]
story1-headline-line3: ಬಜೆಟ್‌ನಲ್ಲಿ ಪ್ರಸ್ತಾಪ ನಿರೀಕ್ಷೆ	[292, 139, 476, 163]
reg-dot-magenta-right	[832, 1310, 840, 1318]
story1-headline-line1: ಸಚಿವ ಜಿ.ಟಿ.ದೇವೇಗೌಡ ಮಹತ್ವಾಕಾಂಕ್ಷೆಯ	[159, 77, 449, 101]
story3-headline-line2: ಜಯಂತಿ ಆಚರಣೆ	[151, 450, 225, 465]
crime-sub3: ಗ್ರಾಮಸ್ಥರಲ್ಲಿ ಆತಂಕ	[787, 825, 839, 835]
story6-headline-line2: ನಾಳೆ ವಿಶೇಷ	[113, 766, 151, 776]
story1-headline	[78, 74, 530, 174]
story6-body: ಮೈಸೂರು, ಜು.3- ಸುಯೋಗ್ ಆಸ್ಪತ್ರೆಯಲ್ಲಿ ವೈದ್ಯರ ದಿನಾಚರಣೆ ಕಾರ್ಯಕ್ರಮವನ್ನು ದೀಪ ಬೆಳಗಿಸುವ ಮೂಲಕ ಉದ್ಘಾಟಿಸಲಾಯಿತು. ವೈದ್ಯರ ಸೇವೆ ಸಮಾಜಕ್ಕೆ ಅಮೂಲ್ಯವಾದದ್ದು ಎಂದು ಗಣ್ಯರು ಶ್ಲಾಘಿಸಿದರು. ಹಿರಿಯ ವೈದ್ಯರನ್ನು ಸನ್ಮಾನಿಸಲಾಯಿತು.	[78, 826, 186, 852]
